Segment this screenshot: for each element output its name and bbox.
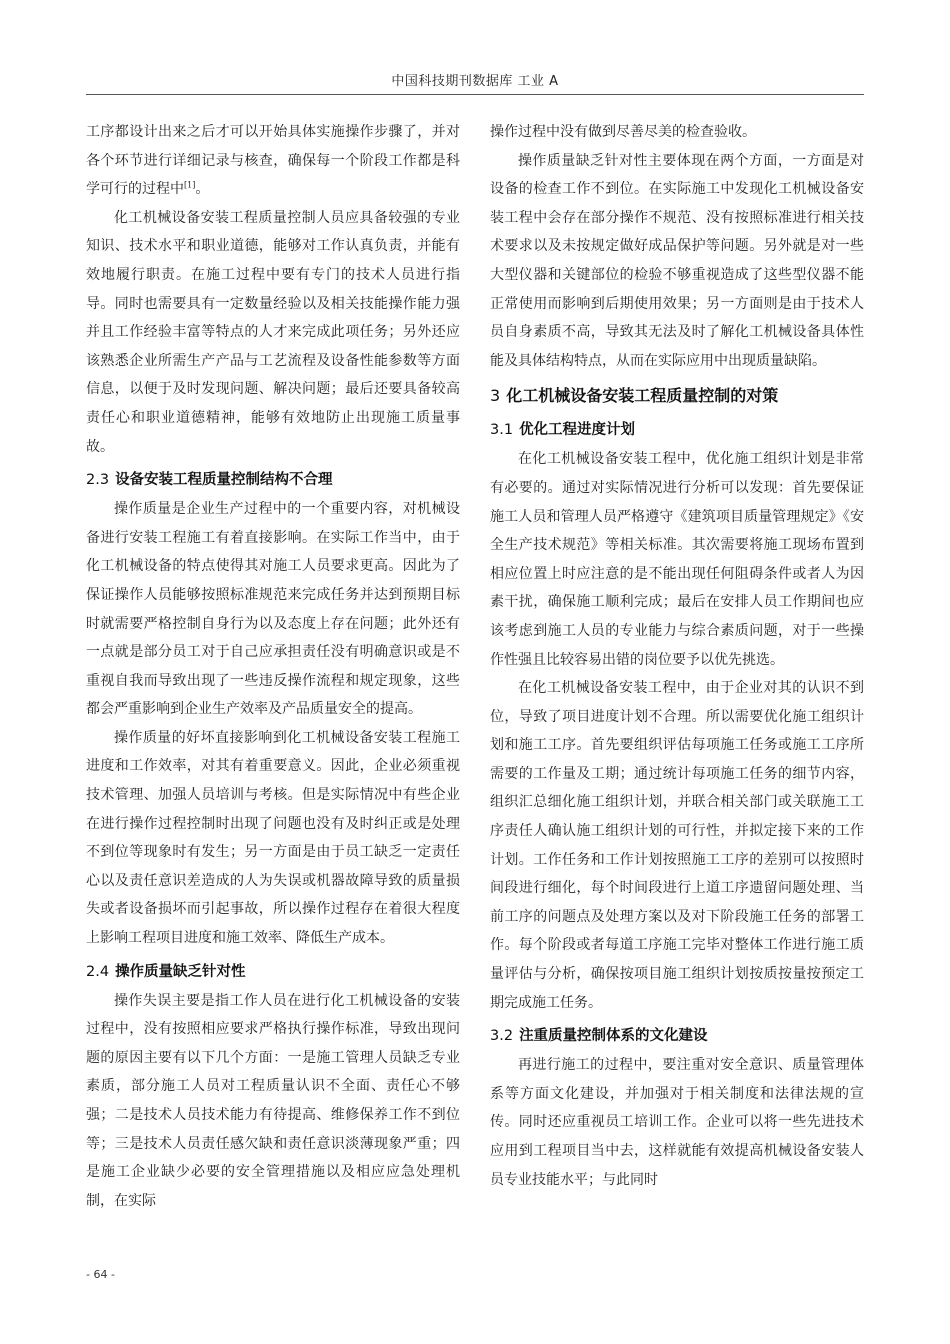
paragraph: 再进行施工的过程中，要注重对安全意识、质量管理体系等方面文化建设，并加强对于相关制度和法律法规的宣传。同时还应重视员工培训工作。企业可以将一些先进技术应用到工程项目当中去，这样就能有效提高机械设备安装人员专业技能水平；与此同时	[490, 1057, 864, 1188]
section-heading-2-3	[86, 465, 460, 495]
paragraph-text: 工序都设计出来之后才可以开始具体实施操作步骤了，并对各个环节进行详细记录与核查，确保每一个阶段工作都是科学可行的过程中	[86, 124, 460, 198]
section-number: 3	[490, 386, 501, 406]
paragraph: 操作失误主要是指工作人员在进行化工机械设备的安装过程中，没有按照相应要求严格执行操作标准，导致出现问题的原因主要有以下几个方面：一是施工管理人员缺乏专业素质，部分施工人员对工程质量认识不全面、责任心不够强；二是技术人员技术能力有待提高、维修保养工作不到位等；三是技术人员责任感欠缺和责任意识淡薄现象严重；四是施工企业缺少必要的安全管理措施以及相应应急处理机制，在实际	[86, 992, 460, 1209]
paragraph: 在化工机械设备安装工程中，优化施工组织计划是非常有必要的。通过对实际情况进行分析可以发现：首先要保证施工人员和管理人员严格遵守《建筑项目质量管理规定》《安全生产技术规范》等相关标准。其次需要将施工现场布置到相应位置上时应注意的是不能出现任何阻碍条件或者人为因素干扰，确保施工顺利完成；最后在安排人员工作期间也应该考虑到施工人员的专业能力与综合素质问题，对于一些操作性强且比较容易出错的岗位要予以优先挑选。	[490, 451, 864, 668]
section-title: 操作质量缺乏针对性	[115, 963, 246, 980]
section-number: 3.2	[490, 1028, 514, 1045]
paragraph: 操作质量是企业生产过程中的一个重要内容，对机械设备进行安装工程施工有着直接影响。在实际工作当中，由于化工机械设备的特点使得其对施工人员要求更高。因此为了保证操作人员能够按照标准规范来完成任务并达到预期目标时就需要严格控制自身行为以及态度上存在问题；此外还有一点就是部分员工对于自己应承担责任没有明确意识或是不重视自我而导致出现了一些违反操作流程和规定现象，这些都会严重影响到企业生产效率及产品质量安全的提高。	[86, 501, 460, 718]
left-column	[86, 118, 460, 1215]
section-number: 3.1	[490, 422, 514, 439]
paragraph-end: 。	[195, 181, 210, 198]
citation-ref: [1]	[184, 180, 196, 190]
section-title: 注重质量控制体系的文化建设	[519, 1028, 708, 1045]
paragraph: 化工机械设备安装工程质量控制人员应具备较强的专业知识、技术水平和职业道德，能够对工作认真负责，并能有效地履行职责。在施工过程中要有专门的技术人员进行指导。同时也需要具有一定数量经验以及相关技能操作能力强并且工作经验丰富等特点的人才来完成此项任务；另外还应该熟悉企业所需生产产品与工艺流程及设备性能参数等方面信息，以便于及时发现问题、解决问题；最后还要具备较高责任心和职业道德精神，能够有效地防止出现施工质量事故。	[86, 209, 460, 455]
section-title: 优化工程进度计划	[519, 422, 636, 439]
header-rule	[86, 94, 864, 95]
right-column	[490, 118, 864, 1194]
section-title: 设备安装工程质量控制结构不合理	[115, 472, 333, 489]
page-number: - 64 -	[86, 1268, 115, 1281]
section-number: 2.3	[86, 472, 110, 489]
section-heading-2-4	[86, 957, 460, 987]
section-number: 2.4	[86, 963, 110, 980]
running-header: 中国科技期刊数据库 工业 A	[391, 74, 559, 89]
paragraph	[86, 118, 460, 204]
paragraph: 操作质量的好坏直接影响到化工机械设备安装工程施工进度和工作效率，对其有着重要意义。因此，企业必须重视技术管理、加强人员培训与考核。但是实际情况中有些企业在进行操作过程控制时出现了问题也没有及时纠正或是处理不到位等现象时有发生；另一方面是由于员工缺乏一定责任心以及责任意识差造成的人为失误或机器故障导致的质量损失或者设备损坏而引起事故，所以操作过程存在着很大程度上影响工程项目进度和施工效率、降低生产成本。	[86, 729, 460, 947]
paragraph: 操作质量缺乏针对性主要体现在两个方面，一方面是对设备的检查工作不到位。在实际施工中发现化工机械设备安装工程中会存在部分操作不规范、没有按照标准进行相关技术要求以及未按规定做好成品保护等问题。另外就是对一些大型仪器和关键部位的检验不够重视造成了这些型仪器不能正常使用而影响到后期使用效果；另一方面则是由于技术人员自身素质不高，导致其无法及时了解化工机械设备具体性能及具体结构特点，从而在实际应用中出现质量缺陷。	[490, 152, 864, 369]
paragraph: 在化工机械设备安装工程中，由于企业对其的认识不到位，导致了项目进度计划不合理。所以需要优化施工组织计划和施工工序。首先要组织评估每项施工任务或施工工序所需要的工作量及工期；通过统计每项施工任务的细节内容，组织汇总细化施工组织计划，并联合相关部门或关联施工工序责任人确认施工组织计划的可行性，并拟定接下来的工作计划。工作任务和工作计划按照施工工序的差别可以按照时间段进行细化，每个时间段进行上道工序遗留问题处理、当前工序的问题点及处理方案以及对下阶段施工任务的部署工作。每个阶段或者每道工序施工完毕对整体工作进行施工质量评估与分析，确保按项目施工组织计划按质按量按预定工期完成施工任务。	[490, 680, 864, 1011]
section-title: 化工机械设备安装工程质量控制的对策	[506, 386, 779, 406]
section-heading-3-1	[490, 415, 864, 445]
paragraph: 操作过程中没有做到尽善尽美的检查验收。	[490, 124, 756, 140]
section-heading-3	[490, 381, 864, 411]
section-heading-3-2	[490, 1021, 864, 1051]
